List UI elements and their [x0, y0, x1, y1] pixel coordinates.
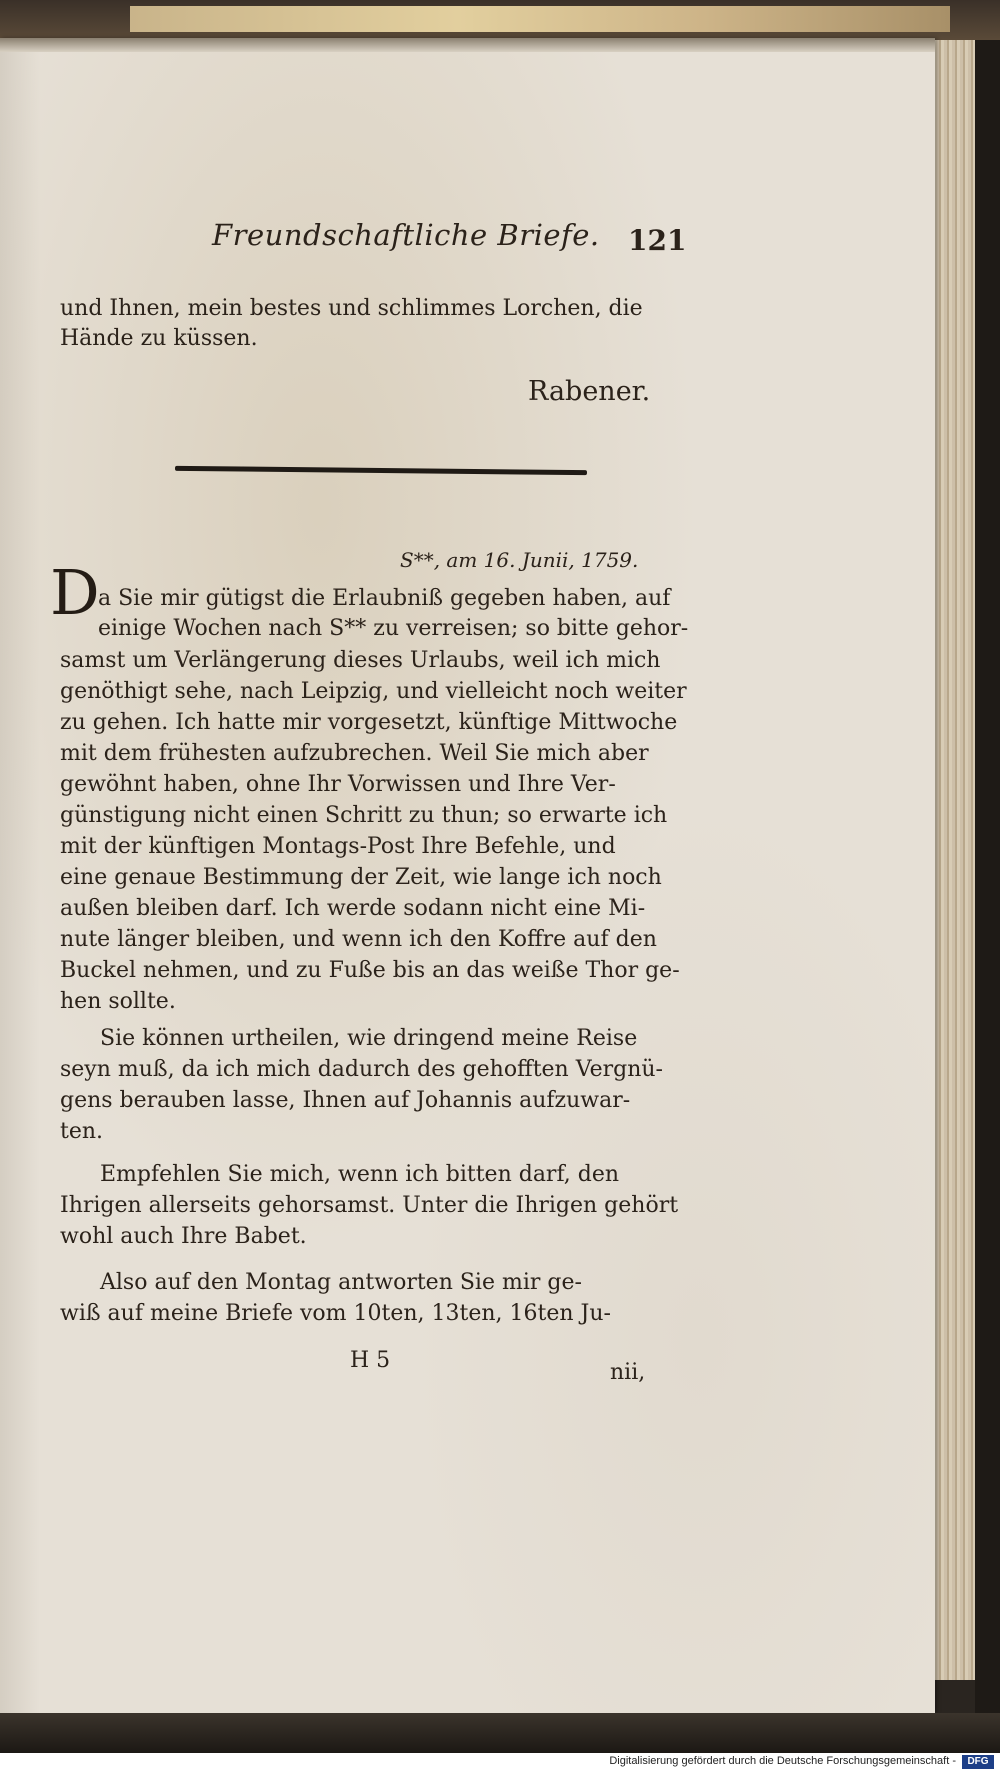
paragraph-line: außen bleiben darf. Ich werde sodann nicht eine Mi- — [60, 896, 646, 921]
paragraph-line: hen sollte. — [60, 989, 176, 1014]
paragraph-line: gewöhnt haben, ohne Ihr Vorwissen und Ihre Ver- — [60, 772, 616, 797]
paragraph-line: eine genaue Bestimmung der Zeit, wie lange ich noch — [60, 865, 662, 890]
paragraph-line: Empfehlen Sie mich, wenn ich bitten darf, den — [100, 1162, 620, 1187]
paragraph-line: Sie können urtheilen, wie dringend meine Reise — [100, 1026, 638, 1051]
dfg-logo: DFG — [962, 1755, 994, 1769]
paragraph-line: günstigung nicht einen Schritt zu thun; so erwarte ich — [60, 803, 668, 828]
page-top-shadow — [0, 38, 935, 52]
paragraph-line: Buckel nehmen, und zu Fuße bis an das weiße Thor ge- — [60, 958, 680, 983]
book-binding-edge — [975, 40, 1000, 1740]
paragraph-line: seyn muß, da ich mich dadurch des gehofften Vergnü- — [60, 1057, 663, 1082]
paragraph-line: genöthigt sehe, nach Leipzig, und vielleicht noch weiter — [60, 679, 687, 704]
letter-dateline: S**, am 16. Junii, 1759. — [400, 548, 639, 572]
letter-signature: Rabener. — [528, 376, 651, 407]
running-head: Freundschaftliche Briefe. — [212, 218, 600, 252]
continuation-line: und Ihnen, mein bestes und schlimmes Lorchen, die — [60, 296, 643, 321]
paragraph-line: nute länger bleiben, und wenn ich den Koffre auf den — [60, 927, 657, 952]
paragraph-line: wohl auch Ihre Babet. — [60, 1224, 307, 1249]
catchword: nii, — [610, 1360, 646, 1385]
paragraph-line: wiß auf meine Briefe vom 10ten, 13ten, 16ten Ju- — [60, 1301, 611, 1326]
funding-credit: Digitalisierung gefördert durch die Deutsche Forschungsgemeinschaft - — [609, 1755, 956, 1767]
paragraph-line: a Sie mir gütigst die Erlaubniß gegeben haben, auf — [98, 586, 671, 611]
paragraph-line: Also auf den Montag antworten Sie mir ge- — [100, 1270, 582, 1295]
paragraph-line: mit der künftigen Montags-Post Ihre Befehle, und — [60, 834, 616, 859]
paragraph-line: gens berauben lasse, Ihnen auf Johannis aufzuwar- — [60, 1088, 631, 1113]
book-bottom-edge — [0, 1713, 1000, 1753]
book-cover-stripe — [130, 6, 950, 32]
signature-mark: H 5 — [350, 1348, 391, 1373]
drop-initial: D — [50, 556, 100, 629]
paragraph-line: einige Wochen nach S** zu verreisen; so bitte gehor- — [98, 616, 689, 641]
book-top-edge — [0, 0, 1000, 40]
paragraph-line: mit dem frühesten aufzubrechen. Weil Sie mich aber — [60, 741, 649, 766]
paragraph-line: Ihrigen allerseits gehorsamst. Unter die Ihrigen gehört — [60, 1193, 679, 1218]
page-number: 121 — [628, 224, 687, 257]
continuation-line: Hände zu küssen. — [60, 326, 258, 351]
paragraph-line: ten. — [60, 1119, 104, 1144]
paragraph-line: samst um Verlängerung dieses Urlaubs, weil ich mich — [60, 648, 661, 673]
paragraph-line: zu gehen. Ich hatte mir vorgesetzt, künftige Mittwoche — [60, 710, 678, 735]
